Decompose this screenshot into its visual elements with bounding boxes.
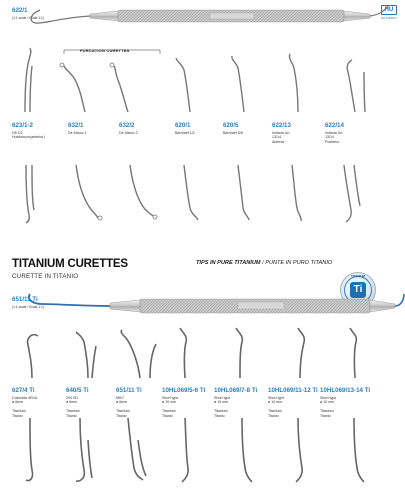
item-code: 620/1 (175, 122, 191, 129)
item-code: 632/1 (68, 122, 84, 129)
item-description: Barnhart 5/6 (223, 131, 243, 135)
brand-text: HU-FRIEDY (380, 16, 398, 20)
item-description: 204 SD ø 6mm Titanium Titanio (66, 396, 80, 418)
item-description: Short type ø 10 mm Titanium Titanio (320, 396, 337, 418)
section2-upper-tips (28, 328, 357, 378)
item-description: Short type ø 10 mm Titanium Titanio (162, 396, 179, 418)
tips-bold: TIPS IN PURE TITANIUM (196, 260, 261, 266)
item-description: H5 1/2 Hutchinson(anterior) (12, 131, 45, 140)
item-code: 627/4 Ti (12, 387, 35, 394)
item-code: 10HL069/7-8 Ti (214, 387, 258, 394)
furcation-label: FURCATION CURETTES (80, 48, 130, 53)
section2-scale: (1:1 scale / Scala 1:1) (12, 304, 44, 309)
top-instrument (31, 6, 388, 23)
item-code: 10HL069/13-14 Ti (320, 387, 371, 394)
section2-ref-code: 651/11 Ti (12, 296, 38, 303)
item-code: 622/13 (272, 122, 291, 129)
furcation-bracket (64, 50, 160, 54)
item-code: 651/11 Ti (116, 387, 142, 394)
header-scale: (1:1 scale / Scala 1:1) (12, 15, 44, 20)
item-code: 632/2 (119, 122, 135, 129)
section2-subtitle: CURETTE IN TITANIO (12, 273, 79, 280)
badge-ti-text: Ti (350, 282, 366, 298)
item-description: Indiana Un. 13/14 Anterior (272, 131, 291, 144)
section1-lower-tips (26, 165, 360, 223)
item-code: 10HL069/5-6 Ti (162, 387, 206, 394)
item-description: Short type ø 10 mm Titanium Titanio (214, 396, 231, 418)
badge-top-text: TITANIUM (350, 274, 366, 278)
item-description: Columbia 4R/4L ø 6mm Titanium Titanio (12, 396, 38, 418)
header-ref-code: 622/1 (12, 7, 28, 14)
tips-rest: / PUNTE IN PURO TITANIO (260, 260, 333, 266)
item-description: De Marco 1 (68, 131, 87, 135)
section2-title: TITANIUM CURETTES (12, 258, 128, 270)
item-description: De Marco 2 (119, 131, 138, 135)
item-description: Barnhart 1/2 (175, 131, 195, 135)
item-code: 622/14 (325, 122, 344, 129)
brand-mark: HU (381, 5, 397, 15)
item-description: Short type ø 10 mm Titanium Titanio (268, 396, 285, 418)
item-code: 620/5 (223, 122, 239, 129)
section1-upper-tips (25, 48, 365, 112)
item-description: M6/7 ø 6mm Titanium Titanio (116, 396, 130, 418)
section2-lower-tips (26, 418, 364, 482)
item-code: 640/5 Ti (66, 387, 89, 394)
item-description: Indiana Un. 13/14 Posterior (325, 131, 344, 144)
item-code: 623/1-2 (12, 122, 33, 129)
titanium-instrument (29, 294, 404, 313)
item-code: 10HL069/11-12 Ti (268, 387, 318, 394)
